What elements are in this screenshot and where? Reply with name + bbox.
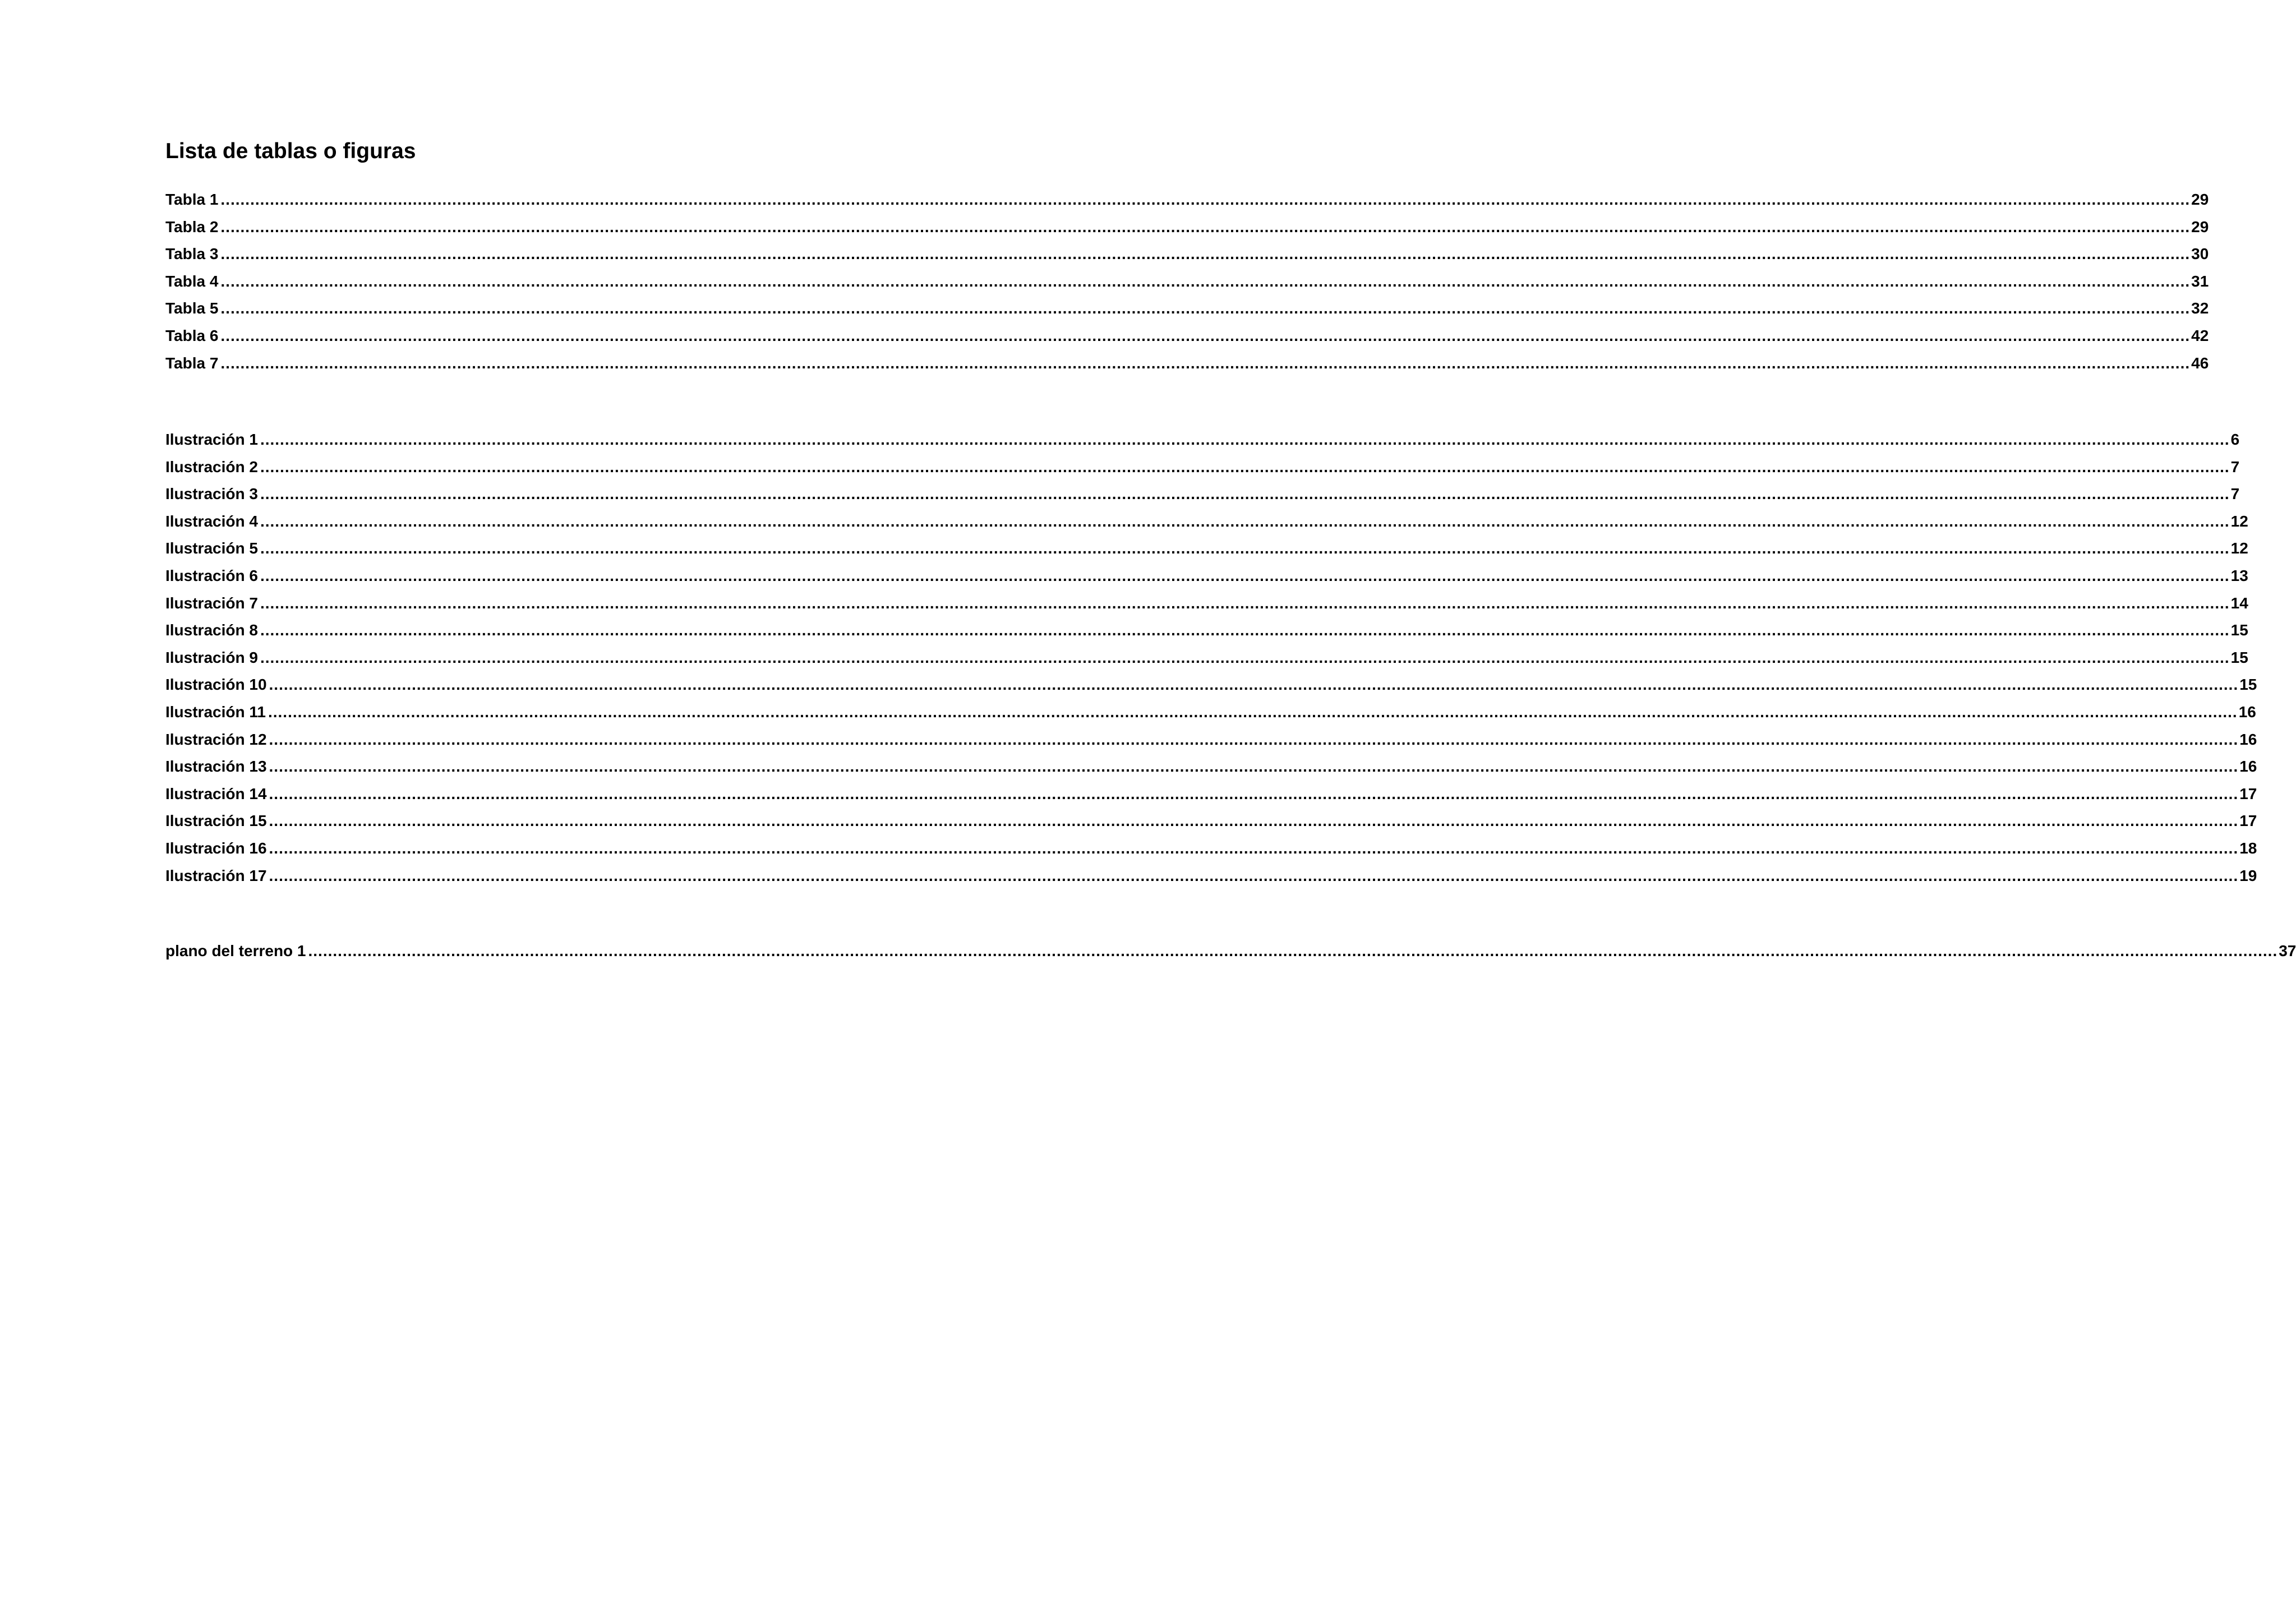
toc-entry-label: Tabla 7 bbox=[165, 354, 219, 372]
toc-entry-label: Ilustración 15 bbox=[165, 812, 267, 830]
dot-leader: ................................................................................................................................................................................................................................................................................................................................................................................................................ bbox=[260, 458, 2230, 476]
toc-entry[interactable] bbox=[165, 938, 2296, 965]
toc-entry-page-number: 16 bbox=[2239, 758, 2257, 776]
dot-leader: ................................................................................................................................................................................................................................................................................................................................................................................................................ bbox=[269, 839, 2239, 857]
toc-entry-label: Ilustración 3 bbox=[165, 485, 258, 503]
dot-leader: ................................................................................................................................................................................................................................................................................................................................................................................................................ bbox=[260, 512, 2230, 530]
illustrations-list bbox=[165, 426, 2257, 889]
toc-entry-page-number: 29 bbox=[2191, 218, 2209, 236]
dot-leader: ................................................................................................................................................................................................................................................................................................................................................................................................................ bbox=[220, 218, 2191, 236]
tables-list bbox=[165, 186, 2209, 377]
toc-entry[interactable] bbox=[165, 753, 2257, 781]
toc-entry[interactable] bbox=[165, 617, 2248, 644]
toc-entry-page-number: 32 bbox=[2191, 299, 2209, 317]
toc-entry[interactable] bbox=[165, 426, 2240, 454]
dot-leader: ................................................................................................................................................................................................................................................................................................................................................................................................................ bbox=[260, 648, 2230, 666]
toc-entry-page-number: 15 bbox=[2239, 676, 2257, 694]
toc-entry-label: Ilustración 11 bbox=[165, 703, 266, 721]
toc-entry-label: Ilustración 5 bbox=[165, 539, 258, 557]
toc-entry-page-number: 6 bbox=[2230, 431, 2240, 448]
toc-entry[interactable] bbox=[165, 699, 2256, 726]
toc-entry-page-number: 19 bbox=[2239, 866, 2257, 884]
toc-entry-label: Ilustración 2 bbox=[165, 458, 258, 476]
toc-entry-label: Ilustración 10 bbox=[165, 676, 267, 694]
toc-entry-page-number: 17 bbox=[2239, 785, 2257, 802]
toc-entry[interactable] bbox=[165, 454, 2240, 481]
dot-leader: ................................................................................................................................................................................................................................................................................................................................................................................................................ bbox=[220, 326, 2191, 344]
toc-entry-label: Ilustración 13 bbox=[165, 758, 267, 776]
toc-entry[interactable] bbox=[165, 644, 2248, 672]
toc-entry-label: Ilustración 16 bbox=[165, 839, 267, 857]
dot-leader: ................................................................................................................................................................................................................................................................................................................................................................................................................ bbox=[269, 758, 2239, 776]
toc-entry-page-number: 15 bbox=[2230, 648, 2248, 666]
toc-entry-page-number: 30 bbox=[2191, 245, 2209, 263]
dot-leader: ................................................................................................................................................................................................................................................................................................................................................................................................................ bbox=[220, 191, 2191, 208]
toc-entry-label: Tabla 2 bbox=[165, 218, 219, 236]
page-title: Lista de tablas o figuras bbox=[165, 139, 416, 163]
toc-entry-label: Tabla 4 bbox=[165, 272, 219, 290]
dot-leader: ................................................................................................................................................................................................................................................................................................................................................................................................................ bbox=[220, 299, 2191, 317]
dot-leader: ................................................................................................................................................................................................................................................................................................................................................................................................................ bbox=[220, 245, 2191, 263]
toc-entry-label: Ilustración 9 bbox=[165, 648, 258, 666]
toc-entry-page-number: 46 bbox=[2191, 354, 2209, 372]
dot-leader: ................................................................................................................................................................................................................................................................................................................................................................................................................ bbox=[260, 539, 2230, 557]
toc-entry-label: Ilustración 12 bbox=[165, 730, 267, 748]
dot-leader: ................................................................................................................................................................................................................................................................................................................................................................................................................ bbox=[260, 485, 2230, 503]
toc-entry[interactable] bbox=[165, 535, 2248, 562]
dot-leader: ................................................................................................................................................................................................................................................................................................................................................................................................................ bbox=[269, 676, 2239, 694]
toc-entry-label: Ilustración 17 bbox=[165, 866, 267, 884]
toc-entry[interactable] bbox=[165, 268, 2209, 296]
toc-entry-page-number: 7 bbox=[2230, 485, 2240, 503]
dot-leader: ................................................................................................................................................................................................................................................................................................................................................................................................................ bbox=[260, 431, 2230, 448]
toc-entry-label: Ilustración 8 bbox=[165, 621, 258, 639]
toc-entry-page-number: 18 bbox=[2239, 839, 2257, 857]
toc-entry[interactable] bbox=[165, 808, 2257, 835]
toc-entry-label: Tabla 1 bbox=[165, 191, 219, 208]
toc-entry[interactable] bbox=[165, 295, 2209, 322]
toc-entry[interactable] bbox=[165, 481, 2240, 508]
toc-entry-page-number: 16 bbox=[2238, 703, 2256, 721]
toc-entry-label: Ilustración 14 bbox=[165, 785, 267, 802]
toc-entry[interactable] bbox=[165, 350, 2209, 377]
toc-entry[interactable] bbox=[165, 835, 2257, 862]
toc-entry[interactable] bbox=[165, 862, 2257, 890]
toc-entry[interactable] bbox=[165, 671, 2257, 699]
toc-entry[interactable] bbox=[165, 726, 2257, 754]
toc-entry-label: Ilustración 1 bbox=[165, 431, 258, 448]
toc-entry-label: Ilustración 4 bbox=[165, 512, 258, 530]
toc-entry-label: Ilustración 6 bbox=[165, 566, 258, 584]
dot-leader: ................................................................................................................................................................................................................................................................................................................................................................................................................ bbox=[268, 703, 2238, 721]
dot-leader: ................................................................................................................................................................................................................................................................................................................................................................................................................ bbox=[260, 594, 2230, 612]
dot-leader: ................................................................................................................................................................................................................................................................................................................................................................................................................ bbox=[260, 621, 2230, 639]
toc-entry[interactable] bbox=[165, 781, 2257, 808]
toc-entry-page-number: 16 bbox=[2239, 730, 2257, 748]
dot-leader: ................................................................................................................................................................................................................................................................................................................................................................................................................ bbox=[269, 730, 2239, 748]
dot-leader: ................................................................................................................................................................................................................................................................................................................................................................................................................ bbox=[220, 272, 2191, 290]
toc-entry-label: Tabla 6 bbox=[165, 326, 219, 344]
toc-entry-page-number: 12 bbox=[2230, 512, 2248, 530]
toc-entry-label: Tabla 5 bbox=[165, 299, 219, 317]
toc-entry[interactable] bbox=[165, 590, 2248, 617]
toc-entry-page-number: 14 bbox=[2230, 594, 2248, 612]
toc-entry[interactable] bbox=[165, 214, 2209, 241]
toc-entry-page-number: 15 bbox=[2230, 621, 2248, 639]
dot-leader: ................................................................................................................................................................................................................................................................................................................................................................................................................ bbox=[269, 785, 2239, 802]
toc-entry-label: Ilustración 7 bbox=[165, 594, 258, 612]
dot-leader: ................................................................................................................................................................................................................................................................................................................................................................................................................ bbox=[269, 866, 2239, 884]
toc-entry-label: plano del terreno 1 bbox=[165, 942, 306, 959]
toc-entry-page-number: 29 bbox=[2191, 191, 2209, 208]
dot-leader: ................................................................................................................................................................................................................................................................................................................................................................................................................ bbox=[260, 566, 2230, 584]
toc-entry-page-number: 31 bbox=[2191, 272, 2209, 290]
toc-entry-page-number: 7 bbox=[2230, 458, 2240, 476]
toc-entry[interactable] bbox=[165, 562, 2248, 590]
dot-leader: ................................................................................................................................................................................................................................................................................................................................................................................................................ bbox=[220, 354, 2191, 372]
toc-entry-page-number: 42 bbox=[2191, 326, 2209, 344]
toc-entry[interactable] bbox=[165, 322, 2209, 350]
toc-entry-page-number: 37 bbox=[2279, 942, 2296, 959]
plans-list bbox=[165, 938, 2296, 965]
toc-entry[interactable] bbox=[165, 186, 2209, 214]
toc-entry-page-number: 17 bbox=[2239, 812, 2257, 830]
toc-entry[interactable] bbox=[165, 508, 2248, 536]
dot-leader: ................................................................................................................................................................................................................................................................................................................................................................................................................ bbox=[269, 812, 2239, 830]
toc-entry-label: Tabla 3 bbox=[165, 245, 219, 263]
toc-entry-page-number: 12 bbox=[2230, 539, 2248, 557]
dot-leader: ................................................................................................................................................................................................................................................................................................................................................................................................................ bbox=[308, 942, 2278, 959]
toc-entry-page-number: 13 bbox=[2230, 566, 2248, 584]
toc-entry[interactable] bbox=[165, 241, 2209, 268]
